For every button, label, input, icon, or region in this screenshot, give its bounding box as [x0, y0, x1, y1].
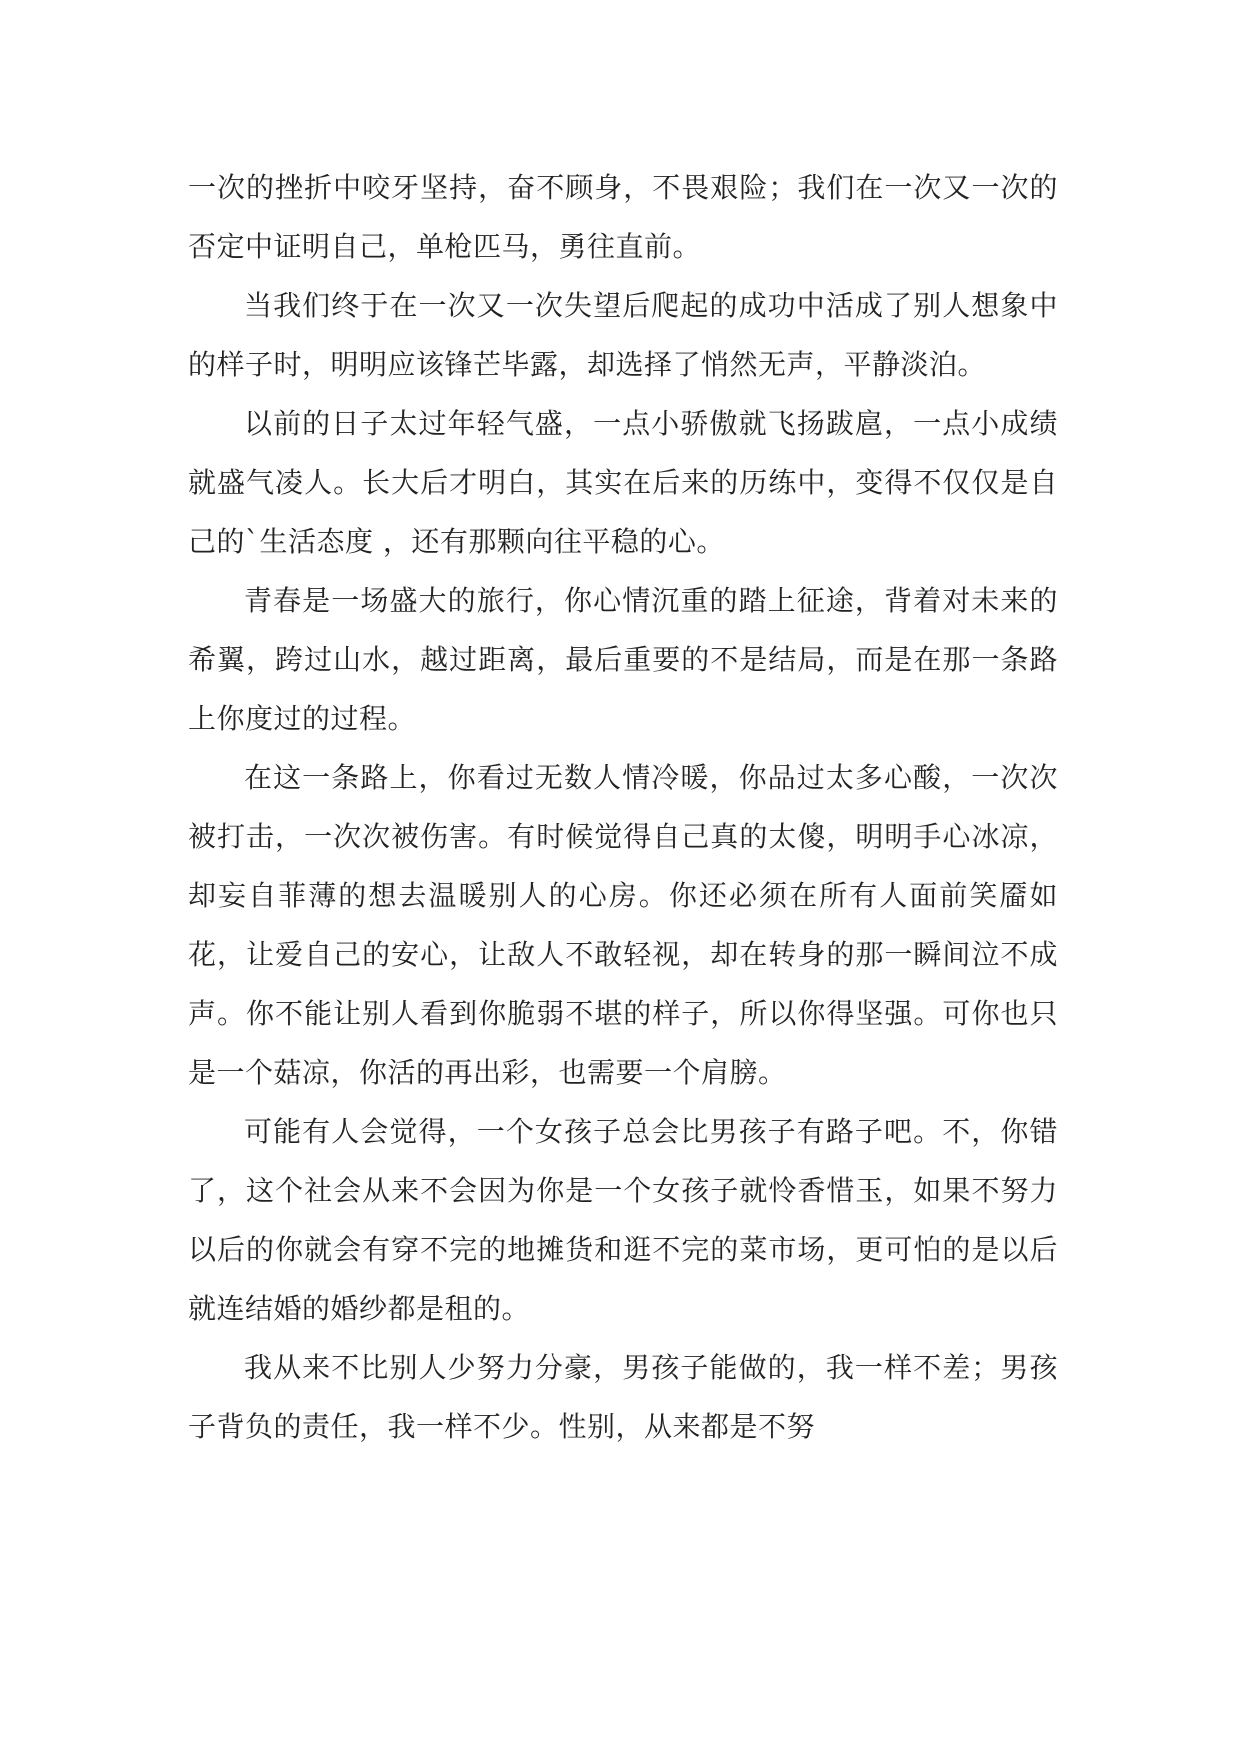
paragraph-2: 当我们终于在一次又一次失望后爬起的成功中活成了别人想象中的样子时，明明应该锋芒毕露，却选择了悄然无声，平静淡泊。 — [188, 289, 1058, 381]
paragraph-6: 可能有人会觉得，一个女孩子总会比男孩子有路子吧。不，你错了，这个社会从来不会因为你是一个女孩子就怜香惜玉，如果不努力以后的你就会有穿不完的地摊货和逛不完的菜市场，更可怕的是以后就连结婚的婚纱都是租的。 — [188, 1115, 1058, 1325]
paragraph-3: 以前的日子太过年轻气盛，一点小骄傲就飞扬跋扈，一点小成绩就盛气凌人。长大后才明白，其实在后来的历练中，变得不仅仅是自己的`生活态度 ，还有那颗向往平稳的心。 — [188, 407, 1058, 558]
paragraph-4: 青春是一场盛大的旅行，你心情沉重的踏上征途，背着对未来的希翼，跨过山水，越过距离，最后重要的不是结局，而是在那一条路上你度过的过程。 — [188, 584, 1058, 735]
body-text — [188, 158, 1058, 1456]
paragraph-1: 一次的挫折中咬牙坚持，奋不顾身，不畏艰险；我们在一次又一次的否定中证明自己，单枪匹马，勇往直前。 — [188, 171, 1058, 263]
paragraph-5: 在这一条路上，你看过无数人情冷暖，你品过太多心酸，一次次被打击，一次次被伤害。有时候觉得自己真的太傻，明明手心冰凉，却妄自菲薄的想去温暖别人的心房。你还必须在所有人面前笑靥如花，让爱自己的安心，让敌人不敢轻视，却在转身的那一瞬间泣不成声。你不能让别人看到你脆弱不堪的样子，所以你得坚强。可你也只是一个菇凉，你活的再出彩，也需要一个肩膀。 — [188, 761, 1058, 1089]
paragraph-7: 我从来不比别人少努力分豪，男孩子能做的，我一样不差；男孩子背负的责任，我一样不少。性别，从来都是不努 — [188, 1351, 1058, 1443]
